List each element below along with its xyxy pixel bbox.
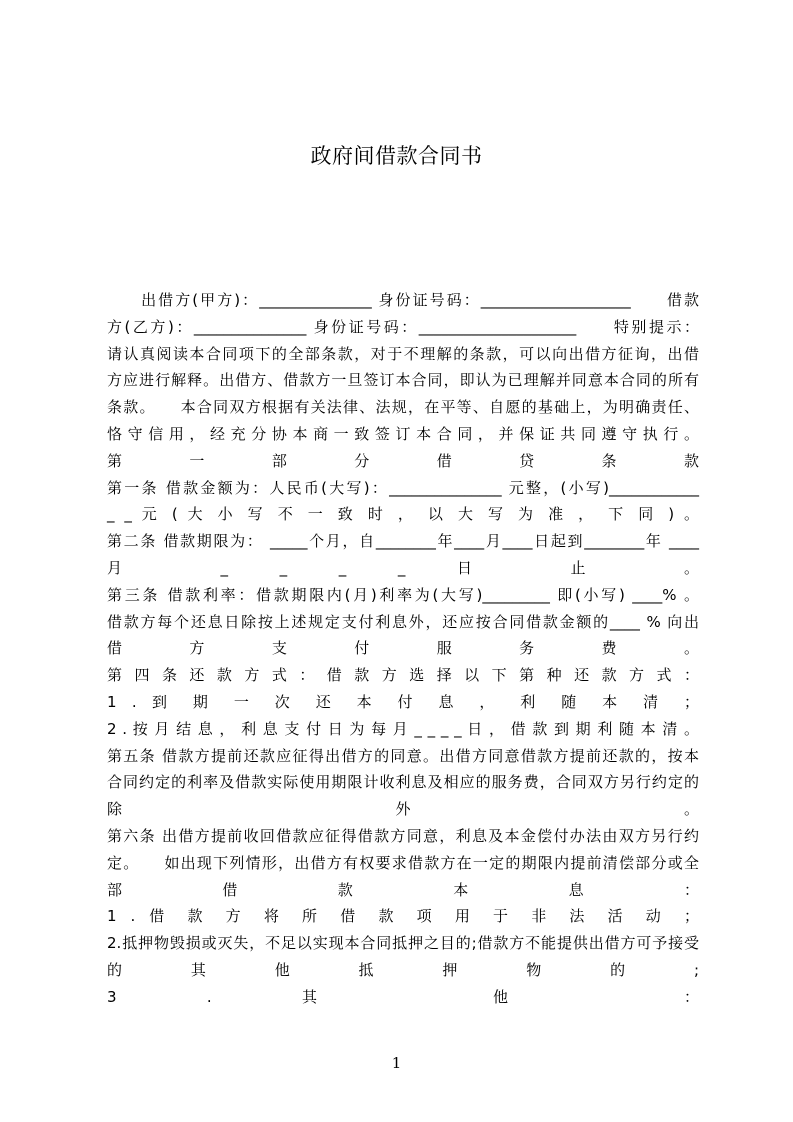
document-body — [107, 287, 699, 1011]
body-line: 3 . 其 他 ： — [107, 987, 699, 1006]
body-line: 借款方每个还息日除按上述规定支付利息外，还应按合同借款金额的____ % 向出 — [107, 612, 699, 631]
body-line: _ _ 元 ( 大 小 写 不 一 致 时 ， 以 大 写 为 准 ， 下 同 ) 。 — [107, 505, 699, 524]
body-line: 第六条 出借方提前收回借款应征得借款方同意，利息及本金偿付办法由双方另行约 — [107, 826, 699, 845]
body-line: 部 借 款 本 息 ： — [107, 880, 699, 899]
body-line: 恪守信用，经充分协本商一致签订本合同，并保证共同遵守执行。 — [107, 424, 699, 443]
body-line: 合同约定的利率及借款实际使用期限计收利息及相应的服务费，合同双方另行约定的 — [107, 773, 699, 792]
body-line: 1 . 到 期 一 次 还 本 付 息 ， 利 随 本 清 ； — [107, 692, 699, 711]
body-line: 第五条 借款方提前还款应征得出借方的同意。出借方同意借款方提前还款的，按本 — [107, 746, 699, 765]
body-line: 2 . 按 月 结 息 ， 利 息 支 付 日 为 每 月 _ _ _ _ 日 ， 借 款 到 期 利 随 本 清 。 — [107, 719, 699, 738]
body-line: 第二条 借款期限为： _____个月，自________年____月____日起到________年 ____ — [107, 532, 699, 551]
body-line: 方应进行解释。出借方、借款方一旦签订本合同，即认为已理解并同意本合同的所有 — [107, 371, 699, 390]
body-line: 条款。 本合同双方根据有关法律、法规，在平等、自愿的基础上，为明确责任、 — [107, 398, 699, 417]
document-title: 政府间借款合同书 — [310, 144, 483, 168]
body-line: 第 四 条 还 款 方 式 ： 借 款 方 选 择 以 下 第 种 还 款 方 式 ： — [107, 666, 699, 685]
body-line: 第 一 部 分 借 贷 条 款 — [107, 451, 699, 470]
body-line: 1 . 借 款 方 将 所 借 款 项 用 于 非 法 活 动 ； — [107, 907, 699, 926]
body-line: 第一条 借款金额为：人民币(大写)：_______________ 元整，(小写)____________ — [107, 478, 699, 497]
page-number: 1 — [391, 1054, 402, 1072]
body-line: 方(乙方)：_______________ 身份证号码：_____________________ 特别提示： — [107, 317, 699, 336]
body-line: 出借方(甲方)：_______________ 身份证号码：____________________ 借款 — [107, 291, 699, 309]
body-line: 月 _ _ _ _ 日 止 。 — [107, 558, 699, 577]
body-line: 定。 如出现下列情形，出借方有权要求借款方在一定的期限内提前清偿部分或全 — [107, 853, 699, 872]
body-line: 请认真阅读本合同项下的全部条款，对于不理解的条款，可以向出借方征询，出借 — [107, 344, 699, 363]
body-line: 2.抵押物毁损或灭失，不足以实现本合同抵押之目的;借款方不能提供出借方可予接受 — [107, 934, 699, 953]
body-line: 借 方 支 付 服 务 费 。 — [107, 639, 699, 658]
body-line: 除 外 。 — [107, 800, 699, 819]
body-line: 的 其 他 抵 押 物 的 ; — [107, 960, 699, 979]
body-line: 第三条 借款利率：借款期限内(月)利率为(大写)_________ 即(小写) ____% 。 — [107, 585, 699, 604]
